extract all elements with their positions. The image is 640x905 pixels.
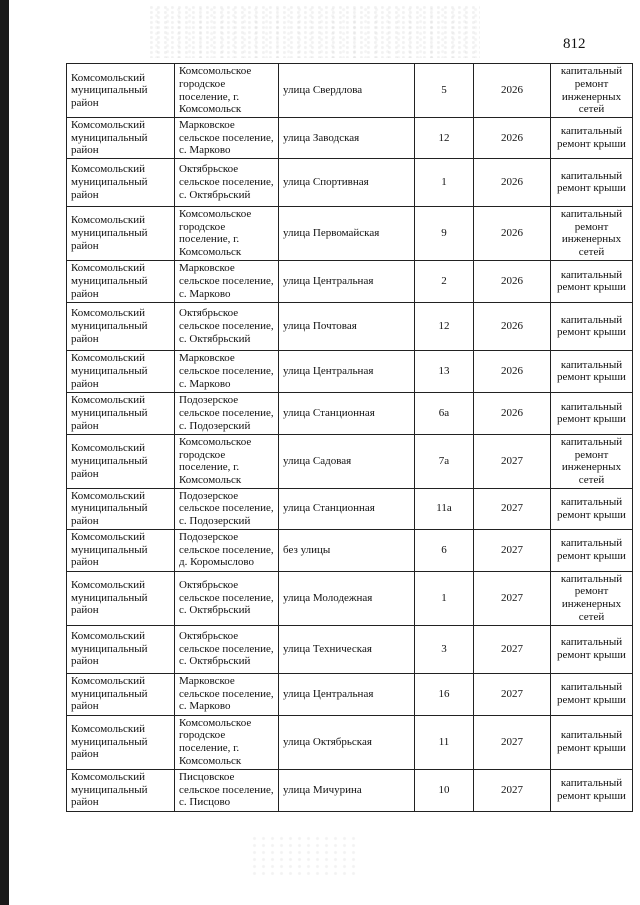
- work-type-cell: капитальный ремонт крыши: [551, 488, 633, 529]
- work-type-cell: капитальный ремонт крыши: [551, 302, 633, 350]
- year-cell: 2026: [474, 392, 551, 434]
- table-row: [67, 488, 633, 529]
- table-row: [67, 434, 633, 488]
- house-number-cell: 12: [415, 302, 474, 350]
- year-cell: 2027: [474, 769, 551, 811]
- district-cell: Комсомольский муниципальный район: [67, 625, 175, 673]
- work-type-cell: капитальный ремонт крыши: [551, 769, 633, 811]
- house-number-cell: 6а: [415, 392, 474, 434]
- year-cell: 2026: [474, 118, 551, 159]
- house-number-cell: 6: [415, 529, 474, 571]
- district-cell: Комсомольский муниципальный район: [67, 769, 175, 811]
- year-cell: 2027: [474, 625, 551, 673]
- work-type-cell: капитальный ремонт крыши: [551, 715, 633, 769]
- year-cell: 2026: [474, 260, 551, 302]
- table-row: [67, 302, 633, 350]
- district-cell: Комсомольский муниципальный район: [67, 158, 175, 206]
- district-cell: Комсомольский муниципальный район: [67, 571, 175, 625]
- house-number-cell: 12: [415, 118, 474, 159]
- work-type-cell: капитальный ремонт крыши: [551, 392, 633, 434]
- district-cell: Комсомольский муниципальный район: [67, 434, 175, 488]
- settlement-cell: Марковское сельское поселение, с. Марково: [175, 118, 279, 159]
- year-cell: 2026: [474, 302, 551, 350]
- settlement-cell: Октябрьское сельское поселение, с. Октябрьский: [175, 571, 279, 625]
- street-cell: улица Свердлова: [279, 64, 415, 118]
- district-cell: Комсомольский муниципальный район: [67, 118, 175, 159]
- house-number-cell: 2: [415, 260, 474, 302]
- work-type-cell: капитальный ремонт инженерных сетей: [551, 434, 633, 488]
- work-type-cell: капитальный ремонт крыши: [551, 260, 633, 302]
- year-cell: 2027: [474, 488, 551, 529]
- table-row: [67, 571, 633, 625]
- district-cell: Комсомольский муниципальный район: [67, 260, 175, 302]
- year-cell: 2027: [474, 571, 551, 625]
- table-row: [67, 673, 633, 715]
- settlement-cell: Комсомольское городское поселение, г. Комсомольск: [175, 206, 279, 260]
- table-row: [67, 715, 633, 769]
- street-cell: улица Станционная: [279, 488, 415, 529]
- year-cell: 2026: [474, 158, 551, 206]
- house-number-cell: 16: [415, 673, 474, 715]
- house-number-cell: 10: [415, 769, 474, 811]
- settlement-cell: Комсомольское городское поселение, г. Комсомольск: [175, 434, 279, 488]
- street-cell: улица Центральная: [279, 260, 415, 302]
- settlement-cell: Марковское сельское поселение, с. Марково: [175, 260, 279, 302]
- scan-edge-bar: [0, 0, 9, 905]
- page-number: 812: [563, 36, 586, 52]
- table-row: [67, 206, 633, 260]
- street-cell: улица Молодежная: [279, 571, 415, 625]
- district-cell: Комсомольский муниципальный район: [67, 206, 175, 260]
- work-type-cell: капитальный ремонт крыши: [551, 625, 633, 673]
- settlement-cell: Писцовское сельское поселение, с. Писцово: [175, 769, 279, 811]
- district-cell: Комсомольский муниципальный район: [67, 350, 175, 392]
- table-row: [67, 118, 633, 159]
- house-number-cell: 11: [415, 715, 474, 769]
- table-row: [67, 625, 633, 673]
- table-row: [67, 350, 633, 392]
- house-number-cell: 1: [415, 158, 474, 206]
- table-row: [67, 64, 633, 118]
- street-cell: улица Центральная: [279, 350, 415, 392]
- year-cell: 2026: [474, 64, 551, 118]
- work-type-cell: капитальный ремонт крыши: [551, 529, 633, 571]
- settlement-cell: Комсомольское городское поселение, г. Комсомольск: [175, 64, 279, 118]
- settlement-cell: Подозерское сельское поселение, д. Коромыслово: [175, 529, 279, 571]
- work-type-cell: капитальный ремонт инженерных сетей: [551, 64, 633, 118]
- work-type-cell: капитальный ремонт крыши: [551, 350, 633, 392]
- work-type-cell: капитальный ремонт крыши: [551, 158, 633, 206]
- district-cell: Комсомольский муниципальный район: [67, 529, 175, 571]
- district-cell: Комсомольский муниципальный район: [67, 673, 175, 715]
- table-body: [67, 64, 633, 812]
- table-row: [67, 769, 633, 811]
- street-cell: улица Первомайская: [279, 206, 415, 260]
- year-cell: 2027: [474, 715, 551, 769]
- street-cell: улица Станционная: [279, 392, 415, 434]
- district-cell: Комсомольский муниципальный район: [67, 715, 175, 769]
- settlement-cell: Октябрьское сельское поселение, с. Октябрьский: [175, 158, 279, 206]
- street-cell: улица Октябрьская: [279, 715, 415, 769]
- house-number-cell: 13: [415, 350, 474, 392]
- scan-artifact-top: [150, 6, 480, 58]
- year-cell: 2027: [474, 529, 551, 571]
- work-type-cell: капитальный ремонт крыши: [551, 118, 633, 159]
- street-cell: без улицы: [279, 529, 415, 571]
- housing-repair-table: [66, 63, 633, 812]
- district-cell: Комсомольский муниципальный район: [67, 64, 175, 118]
- settlement-cell: Подозерское сельское поселение, с. Подозерский: [175, 488, 279, 529]
- street-cell: улица Центральная: [279, 673, 415, 715]
- street-cell: улица Заводская: [279, 118, 415, 159]
- year-cell: 2026: [474, 206, 551, 260]
- settlement-cell: Марковское сельское поселение, с. Марково: [175, 350, 279, 392]
- street-cell: улица Спортивная: [279, 158, 415, 206]
- house-number-cell: 3: [415, 625, 474, 673]
- table-row: [67, 529, 633, 571]
- year-cell: 2027: [474, 673, 551, 715]
- house-number-cell: 1: [415, 571, 474, 625]
- year-cell: 2026: [474, 350, 551, 392]
- table-row: [67, 260, 633, 302]
- house-number-cell: 9: [415, 206, 474, 260]
- house-number-cell: 7а: [415, 434, 474, 488]
- settlement-cell: Октябрьское сельское поселение, с. Октябрьский: [175, 302, 279, 350]
- table-row: [67, 158, 633, 206]
- settlement-cell: Октябрьское сельское поселение, с. Октябрьский: [175, 625, 279, 673]
- table-row: [67, 392, 633, 434]
- house-number-cell: 5: [415, 64, 474, 118]
- street-cell: улица Садовая: [279, 434, 415, 488]
- district-cell: Комсомольский муниципальный район: [67, 488, 175, 529]
- settlement-cell: Комсомольское городское поселение, г. Комсомольск: [175, 715, 279, 769]
- district-cell: Комсомольский муниципальный район: [67, 392, 175, 434]
- street-cell: улица Почтовая: [279, 302, 415, 350]
- street-cell: улица Техническая: [279, 625, 415, 673]
- work-type-cell: капитальный ремонт крыши: [551, 673, 633, 715]
- work-type-cell: капитальный ремонт инженерных сетей: [551, 571, 633, 625]
- settlement-cell: Подозерское сельское поселение, с. Подозерский: [175, 392, 279, 434]
- house-number-cell: 11а: [415, 488, 474, 529]
- street-cell: улица Мичурина: [279, 769, 415, 811]
- settlement-cell: Марковское сельское поселение, с. Марково: [175, 673, 279, 715]
- work-type-cell: капитальный ремонт инженерных сетей: [551, 206, 633, 260]
- scan-artifact-bottom: [250, 835, 360, 875]
- year-cell: 2027: [474, 434, 551, 488]
- district-cell: Комсомольский муниципальный район: [67, 302, 175, 350]
